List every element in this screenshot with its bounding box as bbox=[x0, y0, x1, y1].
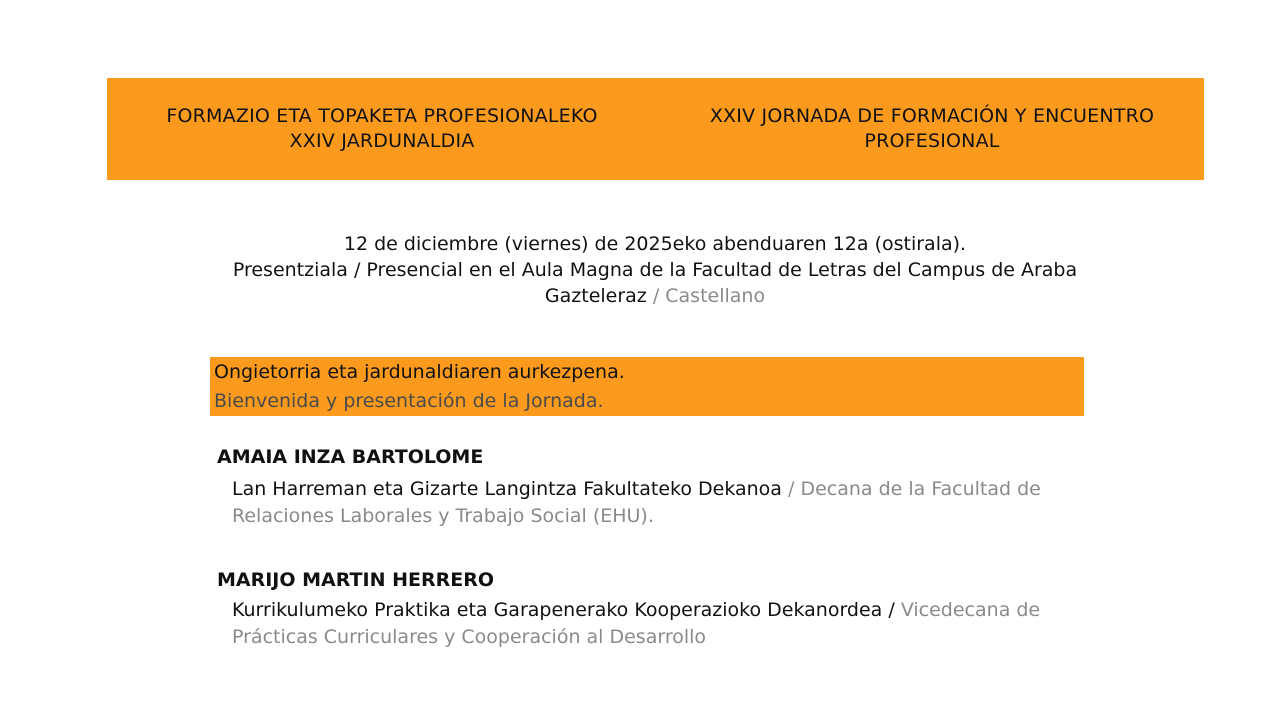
event-venue: Presentziala / Presencial en el Aula Magna de la Facultad de Letras del Campus de Araba bbox=[232, 259, 1078, 281]
event-language bbox=[0, 283, 1280, 309]
event-date: 12 de diciembre (viernes) de 2025eko abenduaren 12a (ostirala). bbox=[343, 233, 967, 255]
welcome-title-basque: Ongietorria eta jardunaldiaren aurkezpena. bbox=[214, 361, 625, 383]
speaker-role-basque: Lan Harreman eta Gizarte Langintza Fakultateko Dekanoa bbox=[232, 478, 782, 500]
header-banner bbox=[107, 78, 1204, 180]
banner-title-basque-line1: FORMAZIO ETA TOPAKETA PROFESIONALEKO bbox=[166, 105, 598, 127]
speaker-role bbox=[232, 597, 1062, 651]
banner-title-spanish-line2: PROFESIONAL bbox=[864, 130, 1000, 152]
banner-title-spanish bbox=[667, 104, 1197, 154]
banner-title-basque bbox=[117, 104, 647, 154]
event-info bbox=[0, 231, 1280, 309]
banner-title-basque-line2: XXIV JARDUNALDIA bbox=[289, 130, 475, 152]
speaker-role-spanish: / Decana de la Facultad de Relaciones Laborales y Trabajo Social (EHU). bbox=[232, 478, 1041, 527]
banner-title-spanish-line1: XXIV JORNADA DE FORMACIÓN Y ENCUENTRO bbox=[709, 105, 1155, 127]
speaker-name: MARIJO MARTIN HERRERO bbox=[217, 569, 494, 591]
speaker-name: AMAIA INZA BARTOLOME bbox=[217, 446, 484, 468]
speaker-role-basque: Kurrikulumeko Praktika eta Garapenerako Kooperazioko Dekanordea / bbox=[232, 599, 895, 621]
speaker-role bbox=[232, 476, 1062, 530]
language-basque: Gazteleraz bbox=[544, 285, 647, 307]
speaker-role-spanish: Vicedecana de Prácticas Curriculares y Cooperación al Desarrollo bbox=[232, 599, 1041, 648]
language-separator: / bbox=[646, 285, 666, 307]
language-spanish: Castellano bbox=[665, 285, 766, 307]
welcome-title-spanish: Bienvenida y presentación de la Jornada. bbox=[214, 390, 604, 412]
welcome-item bbox=[210, 357, 1084, 416]
